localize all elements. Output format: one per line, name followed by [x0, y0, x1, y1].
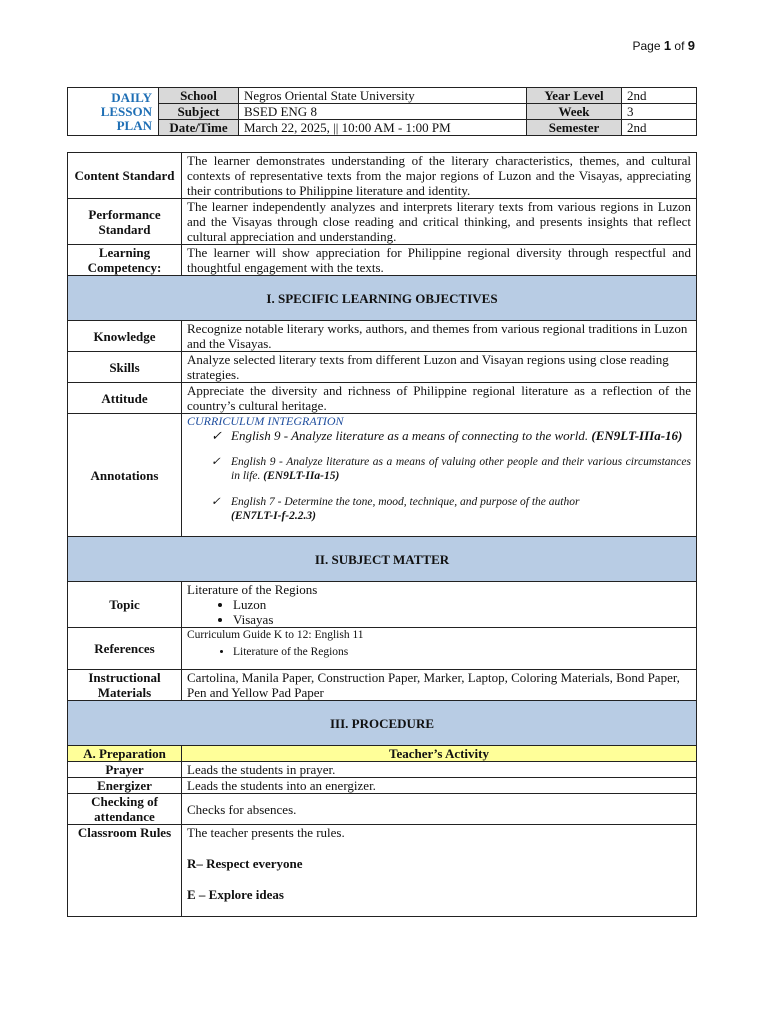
table-row: [68, 778, 697, 794]
header-table: [67, 87, 697, 136]
prayer-label: Prayer: [68, 762, 182, 778]
semester-label: Semester: [527, 120, 622, 136]
references-title: Curriculum Guide K to 12: English 11: [187, 629, 364, 641]
checkmark-icon: ✓: [211, 456, 221, 468]
year-level-value: 2nd: [622, 88, 697, 104]
knowledge-text: Recognize notable literary works, authors, and themes from various regional traditions in Luzon and the Visayas.: [182, 321, 697, 352]
knowledge-label: Knowledge: [68, 321, 182, 352]
performance-standard-text: The learner independently analyzes and interprets literary texts from various regions in Luzon and the Visayas through close reading and critical thinking, and presents insights that reflect cultural appreciation and understanding.: [182, 199, 697, 245]
energizer-text: Leads the students into an energizer.: [182, 778, 697, 794]
performance-standard-row: [68, 199, 697, 245]
learning-competency-label: Learning Competency:: [68, 245, 182, 276]
objectives-heading: I. SPECIFIC LEARNING OBJECTIVES: [68, 276, 697, 321]
curriculum-item: ✓ English 9 - Analyze literature as a means of valuing other people and their various circumstances in life. (EN9LT-IIa-15): [211, 456, 691, 482]
skills-row: [68, 352, 697, 383]
rules-intro: The teacher presents the rules.: [187, 825, 345, 840]
procedure-header-row: [68, 746, 697, 762]
semester-value: 2nd: [622, 120, 697, 136]
attitude-row: [68, 383, 697, 414]
references-list: [187, 642, 691, 662]
learning-competency-row: [68, 245, 697, 276]
subject-value: BSED ENG 8: [239, 104, 527, 120]
procedure-heading: III. PROCEDURE: [68, 701, 697, 746]
objectives-section-row: [68, 276, 697, 321]
page-number: Page 1 of 9: [632, 38, 695, 53]
references-row: [68, 628, 697, 670]
classroom-rules-cell: [182, 825, 697, 917]
content-standard-label: Content Standard: [68, 153, 182, 199]
subject-matter-heading: II. SUBJECT MATTER: [68, 537, 697, 582]
knowledge-row: [68, 321, 697, 352]
references-cell: [182, 628, 697, 670]
school-value: Negros Oriental State University: [239, 88, 527, 104]
procedure-section-row: [68, 701, 697, 746]
lesson-plan-table: [67, 152, 697, 917]
curriculum-item: ✓ English 9 - Analyze literature as a means of connecting to the world. (EN9LT-IIIa-16): [211, 428, 683, 443]
content-standard-text: The learner demonstrates understanding of the literary characteristics, themes, and cultural contexts of representative texts from the major regions of Luzon and the Visayas, appreciating their contributions to Philippine literature and identity.: [182, 153, 697, 199]
performance-standard-label: Performance Standard: [68, 199, 182, 245]
preparation-label: A. Preparation: [68, 746, 182, 762]
checkmark-icon: ✓: [211, 428, 222, 443]
attitude-text: Appreciate the diversity and richness of Philippine regional literature as a reflection of the country’s cultural heritage.: [182, 383, 697, 414]
attitude-label: Attitude: [68, 383, 182, 414]
materials-text: Cartolina, Manila Paper, Construction Paper, Marker, Laptop, Coloring Materials, Bond Paper, Pen and Yellow Pad Paper: [182, 670, 697, 701]
skills-label: Skills: [68, 352, 182, 383]
list-item: • Literature of the Regions: [233, 642, 691, 662]
daily-lesson-plan-title: DAILY LESSON PLAN: [68, 88, 159, 136]
week-value: 3: [622, 104, 697, 120]
skills-text: Analyze selected literary texts from different Luzon and Visayan regions using close reading strategies.: [182, 352, 697, 383]
list-item: • Visayas: [233, 612, 691, 627]
classroom-rules-row: [68, 825, 697, 917]
table-row: [68, 762, 697, 778]
date-time-value: March 22, 2025, || 10:00 AM - 1:00 PM: [239, 120, 527, 136]
references-label: References: [68, 628, 182, 670]
rule-item: R– Respect everyone: [187, 856, 303, 871]
school-label: School: [159, 88, 239, 104]
energizer-label: Energizer: [68, 778, 182, 794]
annotations-row: [68, 414, 697, 537]
topic-row: [68, 582, 697, 628]
topic-cell: [182, 582, 697, 628]
topic-label: Topic: [68, 582, 182, 628]
attendance-text: Checks for absences.: [182, 794, 697, 825]
subject-matter-section-row: [68, 537, 697, 582]
content-standard-row: [68, 153, 697, 199]
curriculum-integration-heading: CURRICULUM INTEGRATION: [187, 414, 344, 428]
topic-title: Literature of the Regions: [187, 582, 318, 597]
subject-label: Subject: [159, 104, 239, 120]
annotations-cell: [182, 414, 697, 537]
attendance-label: Checking of attendance: [68, 794, 182, 825]
checkmark-icon: ✓: [211, 496, 221, 508]
learning-competency-text: The learner will show appreciation for Philippine regional diversity through respectful and thoughtful engagement with the texts.: [182, 245, 697, 276]
teacher-activity-label: Teacher’s Activity: [182, 746, 697, 762]
topic-list: [187, 597, 691, 627]
year-level-label: Year Level: [527, 88, 622, 104]
list-item: • Luzon: [233, 597, 691, 612]
rule-item: E – Explore ideas: [187, 887, 284, 902]
curriculum-item: ✓ English 7 - Determine the tone, mood, technique, and purpose of the author (EN7LT-I-f-2.2.3): [211, 496, 580, 522]
annotations-label: Annotations: [68, 414, 182, 537]
materials-row: [68, 670, 697, 701]
materials-label: Instructional Materials: [68, 670, 182, 701]
date-time-label: Date/Time: [159, 120, 239, 136]
week-label: Week: [527, 104, 622, 120]
prayer-text: Leads the students in prayer.: [182, 762, 697, 778]
table-row: [68, 794, 697, 825]
classroom-rules-label: Classroom Rules: [68, 825, 182, 917]
